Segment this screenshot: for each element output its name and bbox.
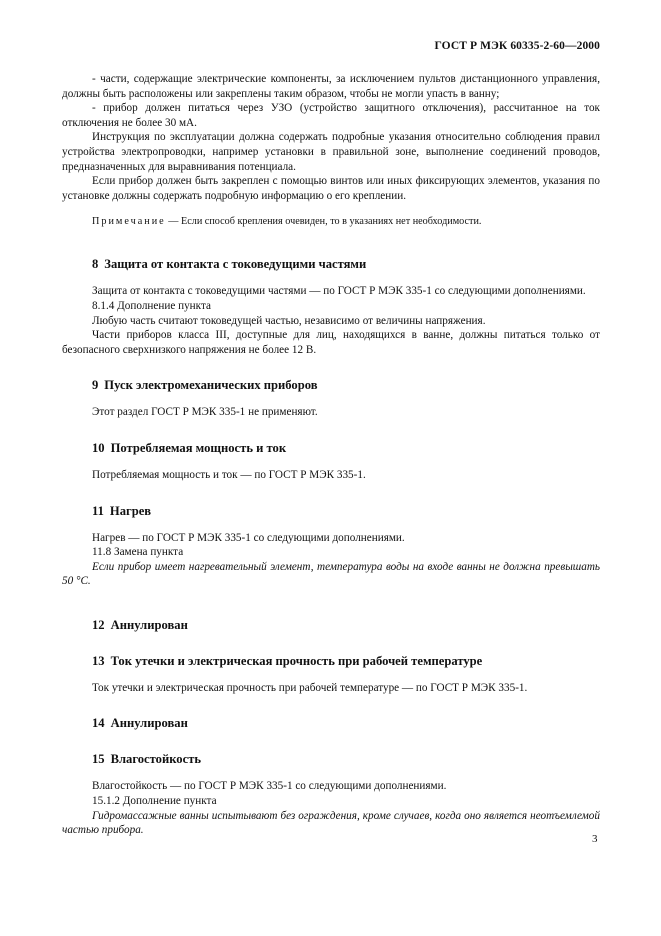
section-9-heading <box>62 377 600 393</box>
section-15-heading <box>62 751 600 767</box>
section-8-number: 8 <box>92 257 99 272</box>
section-15-title: Влагостойкость <box>110 752 202 767</box>
section-13-number: 13 <box>92 653 105 668</box>
intro-paragraph-3: Инструкция по эксплуатации должна содержать подробные указания относительно соблюдения правил устройства электропроводки, например установки в правильной зоне, выполнение соединений проводов, предназначенных для выравнивания потенциала. <box>62 131 600 173</box>
section-10-paragraph-1: Потребляемая мощность и ток — по ГОСТ Р МЭК 335-1. <box>92 468 366 481</box>
section-8-heading <box>62 256 600 272</box>
section-11-paragraph-1: Нагрев — по ГОСТ Р МЭК 335-1 со следующими дополнениями. <box>92 531 405 544</box>
running-header: ГОСТ Р МЭК 60335-2-60—2000 <box>434 40 600 52</box>
section-11-heading <box>62 503 600 519</box>
section-13-title: Ток утечки и электрическая прочность при рабочей температуре <box>110 653 483 668</box>
section-15-subclause: 15.1.2 Дополнение пункта <box>92 795 217 808</box>
section-13-heading <box>62 653 600 669</box>
section-11-title: Нагрев <box>109 503 152 518</box>
section-15-paragraph-1: Влагостойкость — по ГОСТ Р МЭК 335-1 со следующими дополнениями. <box>92 780 447 793</box>
section-13-paragraph-1: Ток утечки и электрическая прочность при рабочей температуре — по ГОСТ Р МЭК 335-1. <box>92 681 528 694</box>
section-8-paragraph-1: Защита от контакта с токоведущими частями — по ГОСТ Р МЭК 335-1 со следующими дополнениями. <box>92 285 586 298</box>
section-8-paragraph-2: Любую часть считают токоведущей частью, независимо от величины напряжения. <box>92 314 486 327</box>
section-15-number: 15 <box>92 752 105 767</box>
section-12-number: 12 <box>92 617 105 632</box>
section-14-number: 14 <box>92 716 105 731</box>
page-content <box>62 72 600 838</box>
section-8-paragraph-3: Части приборов класса III, доступные для лиц, находящихся в ванне, должны питаться только от безопасного сверхнизкого напряжения не более 12 В. <box>62 329 600 356</box>
note-text: — Если способ крепления очевиден, то в указаниях нет необходимости. <box>165 216 482 228</box>
section-8-title: Защита от контакта с токоведущими частями <box>104 257 367 272</box>
section-8-subclause: 8.1.4 Дополнение пункта <box>92 299 211 312</box>
intro-paragraph-1: - части, содержащие электрические компоненты, за исключением пультов дистанционного управления, должны быть расположены или закреплены таким образом, чтобы не могли упасть в ванну; <box>62 73 600 100</box>
section-11-subclause: 11.8 Замена пункта <box>92 546 184 559</box>
section-10-number: 10 <box>92 440 105 455</box>
section-9-number: 9 <box>92 378 99 393</box>
section-9-paragraph-1: Этот раздел ГОСТ Р МЭК 335-1 не применяют. <box>92 406 318 419</box>
section-11-number: 11 <box>92 503 104 518</box>
note <box>62 215 600 228</box>
page-number: 3 <box>592 833 598 845</box>
section-10-heading <box>62 440 600 456</box>
section-9-title: Пуск электромеханических приборов <box>104 378 318 393</box>
section-14-heading <box>62 715 600 731</box>
section-14-title: Аннулирован <box>110 716 188 731</box>
intro-paragraph-4: Если прибор должен быть закреплен с помощью винтов или иных фиксирующих элементов, указания по установке должны содержать подробную информацию о его креплении. <box>62 175 600 202</box>
section-12-heading <box>62 617 600 633</box>
section-15-paragraph-2: Гидромассажные ванны испытывают без ограждения, кроме случаев, когда оно является неотъемлемой частью прибора. <box>62 809 600 837</box>
section-12-title: Аннулирован <box>110 617 188 632</box>
section-10-title: Потребляемая мощность и ток <box>110 440 287 455</box>
intro-paragraph-2: - прибор должен питаться через УЗО (устройство защитного отключения), рассчитанное на ток отключения не более 30 мА. <box>62 102 600 129</box>
note-label: Примечание <box>92 216 166 228</box>
section-11-paragraph-2: Если прибор имеет нагревательный элемент, температура воды на входе ванны не должна превышать 50 °С. <box>62 560 600 588</box>
